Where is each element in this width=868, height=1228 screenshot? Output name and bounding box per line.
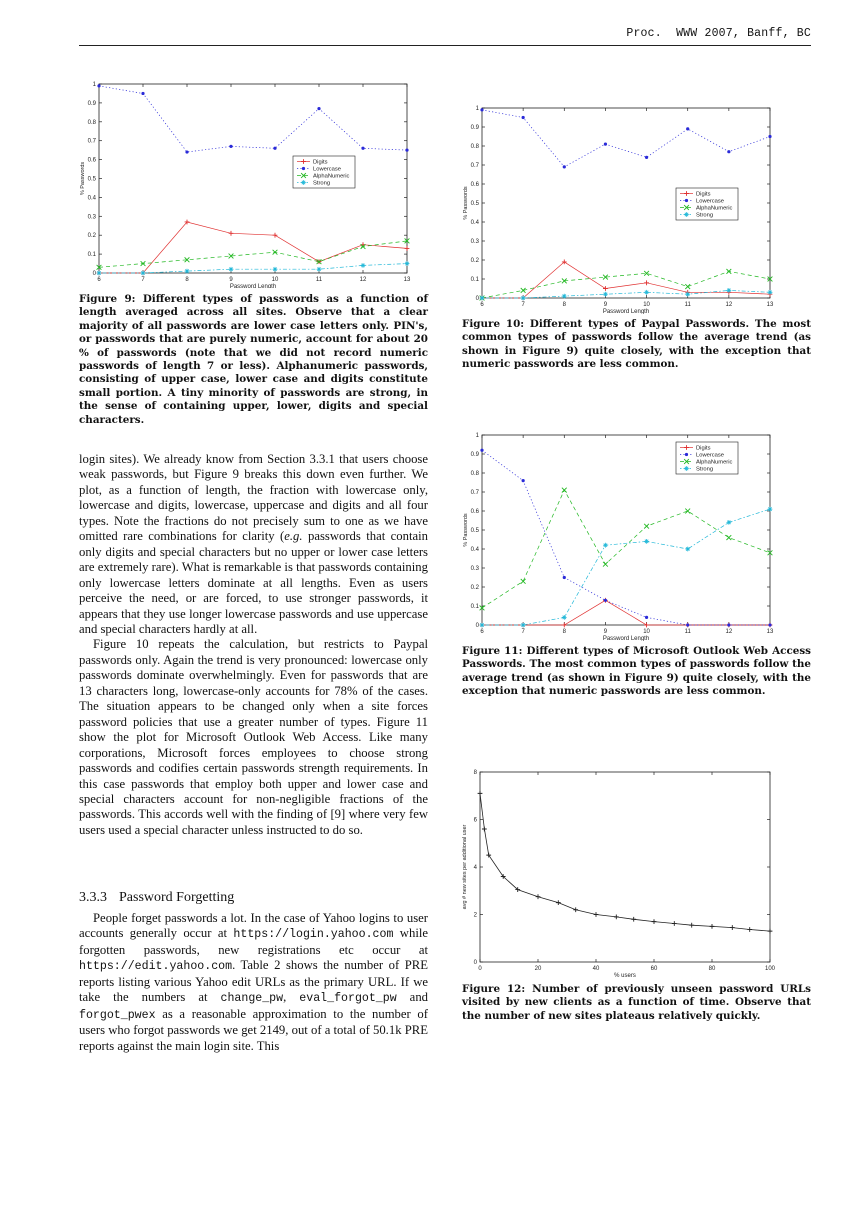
- y-tick-label: 1: [475, 433, 479, 439]
- x-axis-label: % users: [614, 973, 636, 978]
- data-point: [644, 271, 649, 276]
- data-point: [405, 261, 410, 266]
- x-tick-label: 11: [684, 629, 691, 635]
- y-axis-label: % Passwords: [463, 186, 469, 220]
- data-point: [273, 147, 276, 150]
- series-line: [482, 290, 770, 298]
- legend-marker: [685, 453, 688, 456]
- data-point: [644, 524, 649, 529]
- x-tick-label: 80: [708, 966, 716, 972]
- data-point: [361, 263, 366, 268]
- data-point: [685, 284, 690, 289]
- x-axis-label: Password Length: [229, 284, 277, 288]
- data-point: [768, 507, 773, 512]
- data-point: [685, 547, 690, 552]
- series-lowercase: [480, 108, 771, 168]
- data-point: [480, 623, 485, 628]
- data-point: [730, 925, 735, 930]
- data-point: [726, 520, 731, 525]
- data-point: [652, 919, 657, 924]
- legend-marker: [684, 466, 689, 471]
- y-tick-label: 4: [473, 865, 477, 871]
- series-line: [482, 110, 770, 167]
- legend-label: Strong: [313, 180, 331, 187]
- x-tick-label: 9: [603, 302, 608, 308]
- data-point: [229, 231, 234, 236]
- data-point: [482, 827, 487, 832]
- series-line: [482, 490, 770, 608]
- y-tick-label: 0.3: [470, 239, 479, 245]
- data-point: [603, 562, 608, 567]
- y-tick-label: 0.8: [470, 144, 479, 150]
- y-tick-label: 0.1: [87, 252, 96, 259]
- legend: [676, 442, 738, 474]
- y-tick-label: 1: [475, 106, 479, 112]
- y-tick-label: 0.7: [470, 163, 479, 169]
- x-tick-label: 10: [271, 277, 279, 283]
- y-tick-label: 0.2: [87, 233, 96, 240]
- data-point: [521, 579, 526, 584]
- y-axis-label: avg # new sites per additional user: [462, 824, 468, 910]
- data-point: [536, 894, 541, 899]
- y-tick-label: 0.4: [470, 220, 479, 226]
- code-forgot-pwex: forgot_pwex: [79, 1008, 156, 1022]
- series-digits: [480, 260, 773, 301]
- y-tick-label: 0.8: [470, 471, 479, 477]
- x-tick-label: 40: [592, 966, 600, 972]
- fig10-svg: [458, 100, 798, 314]
- fig11-svg: [458, 427, 798, 641]
- data-point: [603, 543, 608, 548]
- data-point: [486, 853, 491, 858]
- data-point: [645, 156, 648, 159]
- data-point: [405, 149, 408, 152]
- y-tick-label: 0.5: [87, 176, 96, 183]
- x-tick-label: 7: [141, 277, 145, 283]
- x-tick-label: 12: [725, 302, 733, 308]
- y-tick-label: 0.3: [87, 214, 96, 221]
- data-point: [556, 900, 561, 905]
- paragraph-3-text-c: . Table 2 shows the number of PRE reports listing various Yahoo edit URLs as the primary URL. If we take the numbers at: [79, 958, 428, 1005]
- y-tick-label: 0.6: [87, 157, 96, 164]
- legend-label: Lowercase: [696, 452, 725, 459]
- legend-label: Digits: [696, 445, 711, 452]
- y-tick-label: 0.7: [87, 138, 96, 145]
- series-line: [482, 600, 770, 625]
- y-tick-label: 0.1: [470, 604, 479, 610]
- legend-label: AlphaNumeric: [313, 173, 350, 180]
- legend-label: Lowercase: [313, 166, 342, 173]
- legend-marker: [685, 199, 688, 202]
- legend-label: Strong: [696, 212, 714, 219]
- y-tick-label: 2: [473, 912, 477, 919]
- y-tick-label: 6: [473, 817, 477, 824]
- figure-10-caption: Figure 10: Different types of Paypal Passwords. The most common types of passwords follow the average trend (as shown in Figure 9) quite closely, with the exception that numeric passwords are less common.: [462, 318, 811, 371]
- series-line: [99, 264, 407, 273]
- x-tick-label: 13: [766, 629, 774, 635]
- figure-11-caption: Figure 11: Different types of Microsoft Outlook Web Access Passwords. The most common types of passwords follow the average trend (as shown in Figure 9) quite closely, with the exception that numeric passwords are less common.: [462, 645, 811, 698]
- x-tick-label: 9: [229, 277, 233, 283]
- data-point: [521, 288, 526, 293]
- data-point: [317, 107, 320, 110]
- data-point: [317, 267, 322, 272]
- y-tick-label: 0.9: [470, 125, 479, 131]
- data-point: [97, 271, 102, 276]
- y-tick-label: 0.4: [470, 547, 479, 553]
- y-tick-label: 0.6: [470, 509, 479, 515]
- data-point: [727, 150, 730, 153]
- data-point: [562, 623, 567, 628]
- code-eval-forgot-pw: eval_forgot_pw: [299, 992, 397, 1006]
- y-tick-label: 0.6: [470, 182, 479, 188]
- legend-label: Lowercase: [696, 198, 725, 205]
- fig9-svg: [79, 78, 419, 288]
- data-point: [562, 615, 567, 620]
- y-tick-label: 0.1: [470, 277, 479, 283]
- paragraph-3-text-d: ,: [283, 990, 300, 1005]
- paragraph-3-text-b: while forgotten passwords, new registrations etc occur at: [79, 926, 428, 957]
- data-point: [521, 623, 526, 628]
- figure-9-chart: [79, 78, 419, 288]
- x-tick-label: 10: [643, 629, 650, 635]
- data-point: [747, 927, 752, 932]
- running-head: Proc. WWW 2007, Banff, BC: [626, 27, 811, 40]
- data-point: [614, 914, 619, 919]
- legend: [676, 188, 738, 220]
- y-tick-label: 1: [92, 82, 96, 88]
- data-point: [522, 116, 525, 119]
- series-alphanumeric: [480, 488, 773, 611]
- code-change-pw: change_pw: [220, 992, 284, 1006]
- data-point: [594, 912, 599, 917]
- x-tick-label: 0: [478, 966, 482, 972]
- series-lowercase: [480, 449, 771, 627]
- body-column-lower: [79, 911, 428, 1054]
- legend-marker: [302, 167, 305, 170]
- data-point: [644, 280, 649, 285]
- series-line: [99, 86, 407, 152]
- series-line: [478, 791, 773, 934]
- x-tick-label: 60: [650, 966, 658, 972]
- x-tick-label: 13: [766, 302, 774, 308]
- y-tick-label: 0: [92, 271, 96, 277]
- data-point: [229, 267, 234, 272]
- paragraph-3-text-f: as a reasonable approximation to the number of users who forgot passwords we get 2149, out of a total of 50.1k PRE reports against the main login site. This: [79, 1006, 428, 1053]
- data-point: [604, 599, 607, 602]
- data-point: [689, 923, 694, 928]
- edit-url: https://edit.yahoo.com: [79, 960, 233, 974]
- x-tick-label: 9: [603, 629, 608, 635]
- data-point: [644, 623, 649, 628]
- x-tick-label: 7: [521, 302, 525, 308]
- legend-label: AlphaNumeric: [696, 459, 733, 466]
- data-point: [686, 127, 689, 130]
- data-point: [522, 479, 525, 482]
- data-point: [685, 509, 690, 514]
- login-url: https://login.yahoo.com: [233, 928, 394, 942]
- data-point: [573, 907, 578, 912]
- data-point: [273, 267, 278, 272]
- data-point: [562, 488, 567, 493]
- paragraph-1-text-b: passwords that contain only digits and special characters but no upper or lower case letters are extremely rare). What is remarkable is that passwords containing only lowercase letters dominate at all lengths. Even as users perceive the need, or are forced, to use stronger passwords, it appears that they use longer lowercase passwords and use uppercase and special characters hardly at all.: [79, 529, 428, 636]
- y-tick-label: 0.2: [470, 258, 479, 264]
- legend-label: AlphaNumeric: [696, 205, 733, 212]
- paragraph-3-text-e: and: [396, 990, 429, 1005]
- paragraph-1-eg: e.g.: [284, 529, 303, 544]
- y-tick-label: 0.5: [470, 201, 479, 207]
- data-point: [480, 296, 485, 301]
- data-point: [727, 623, 730, 626]
- x-tick-label: 12: [725, 629, 733, 635]
- data-point: [604, 143, 607, 146]
- data-point: [563, 576, 566, 579]
- x-tick-label: 11: [684, 302, 691, 308]
- y-tick-label: 0.7: [470, 490, 479, 496]
- data-point: [229, 145, 232, 148]
- y-tick-label: 0.8: [87, 119, 96, 126]
- paragraph-1-text-a: login sites). We already know from Section 3.3.1 that users choose weak passwords, but Figure 9 breaks this down even further. We plot, as a function of length, the fraction with lowercase only, lowercase and digits, lowercase, uppercase and digits and all four types. Note the fractions do not precisely sum to one as we have omitted rare combinations for clarity (: [79, 452, 428, 544]
- data-point: [480, 108, 483, 111]
- x-tick-label: 13: [403, 277, 411, 283]
- y-tick-label: 0: [473, 960, 477, 966]
- x-axis-label: Password Length: [602, 309, 650, 314]
- data-point: [97, 84, 100, 87]
- section-heading: [79, 890, 246, 906]
- data-point: [768, 929, 773, 934]
- y-tick-label: 0.9: [470, 452, 479, 458]
- series-line: [482, 509, 770, 625]
- series-line: [482, 271, 770, 298]
- data-point: [726, 535, 731, 540]
- figure-9-caption: Figure 9: Different types of passwords as a function of length averaged across all sites. Observe that a clear majority of all passwords are lower case letters only. PIN's, or passwords that are purely numeric, account for about 20 % of passwords (note that we did not record numeric passwords of length 7 or less). Alphanumeric passwords, consisting of upper case, lower case and digits constitute small portion. A tiny minority of passwords are strong, in the sense of containing upper, lower, digits and special characters.: [79, 293, 428, 426]
- x-tick-label: 8: [562, 302, 566, 308]
- body-column-upper: [79, 452, 428, 838]
- legend-label: Digits: [313, 159, 328, 166]
- x-axis-label: Password Length: [602, 636, 650, 641]
- paragraph-3: [79, 911, 428, 1054]
- plot-frame: [480, 772, 770, 962]
- y-tick-label: 0.9: [87, 100, 96, 107]
- x-tick-label: 12: [359, 277, 367, 283]
- paragraph-2: Figure 10 repeats the calculation, but restricts to Paypal passwords only. Again the trend is very pronounced: lowercase only passwords dominate overwhelmingly. Even for passwords that are 13 characters long, lowercase-only accounts for 78% of the cases. The situation appears to be changed only when a site forces password policies that use a greater number of types. Figure 11 show the plot for Microsoft Outlook Web Access. Like many corporations, Microsoft forces employees to choose strong passwords and codifies certain passwords strength requirements. In this case passwords that employ both upper and lower case and special characters account for non-negligible fractions of the passwords. This accords well with the finding of [9] where very few users used a special character unless instructed to do so.: [79, 637, 428, 837]
- data-point: [361, 147, 364, 150]
- data-point: [603, 292, 608, 297]
- x-tick-label: 8: [185, 277, 189, 283]
- x-tick-label: 6: [480, 302, 484, 308]
- y-tick-label: 0.5: [470, 528, 479, 534]
- y-tick-label: 0: [475, 296, 479, 302]
- x-tick-label: 10: [643, 302, 650, 308]
- legend-label: Digits: [696, 191, 711, 198]
- data-point: [185, 150, 188, 153]
- data-point: [644, 539, 649, 544]
- section-number: 3.3.3: [79, 890, 107, 905]
- legend-label: Strong: [696, 466, 714, 473]
- y-axis-label: % Passwords: [80, 161, 86, 196]
- data-point: [710, 924, 715, 929]
- data-point: [644, 290, 649, 295]
- section-title: Password Forgetting: [119, 890, 235, 905]
- legend: [293, 156, 355, 188]
- x-tick-label: 20: [534, 966, 542, 972]
- data-point: [480, 449, 483, 452]
- data-point: [768, 135, 771, 138]
- data-point: [672, 921, 677, 926]
- data-point: [141, 271, 146, 276]
- y-tick-label: 0.4: [87, 195, 96, 202]
- paragraph-3-text-a: People forget passwords a lot. In the case of Yahoo logins to user accounts generally occur at: [79, 911, 428, 941]
- y-tick-label: 0.2: [470, 585, 479, 591]
- header-rule: [79, 45, 811, 46]
- y-tick-label: 0: [475, 623, 479, 629]
- x-tick-label: 8: [562, 629, 566, 635]
- x-tick-label: 11: [315, 277, 323, 283]
- figure-11-chart: [458, 427, 798, 641]
- series-lowercase: [97, 84, 408, 153]
- data-point: [478, 791, 483, 796]
- y-tick-label: 0.3: [470, 566, 479, 572]
- data-point: [768, 623, 771, 626]
- series-line: [482, 450, 770, 625]
- data-point: [645, 616, 648, 619]
- x-tick-label: 7: [521, 629, 525, 635]
- x-tick-label: 6: [480, 629, 484, 635]
- fig12-svg: [458, 764, 798, 978]
- figure-12-chart: [458, 764, 798, 978]
- data-point: [273, 233, 278, 238]
- x-tick-label: 6: [97, 277, 101, 283]
- legend-marker: [301, 180, 306, 185]
- data-point: [563, 165, 566, 168]
- figure-12-caption: Figure 12: Number of previously unseen password URLs visited by new clients as a function of time. Observe that the number of new sites plateaus relatively quickly.: [462, 983, 811, 1022]
- legend-marker: [684, 212, 689, 217]
- data-point: [405, 246, 410, 251]
- series-line: [480, 793, 770, 931]
- x-tick-label: 100: [764, 966, 776, 972]
- data-point: [686, 623, 689, 626]
- data-point: [631, 917, 636, 922]
- paragraph-1: [79, 452, 428, 637]
- data-point: [603, 286, 608, 291]
- y-axis-label: % Passwords: [463, 513, 469, 547]
- y-tick-label: 8: [473, 770, 477, 776]
- series-strong: [480, 507, 773, 628]
- data-point: [141, 92, 144, 95]
- figure-10-chart: [458, 100, 798, 314]
